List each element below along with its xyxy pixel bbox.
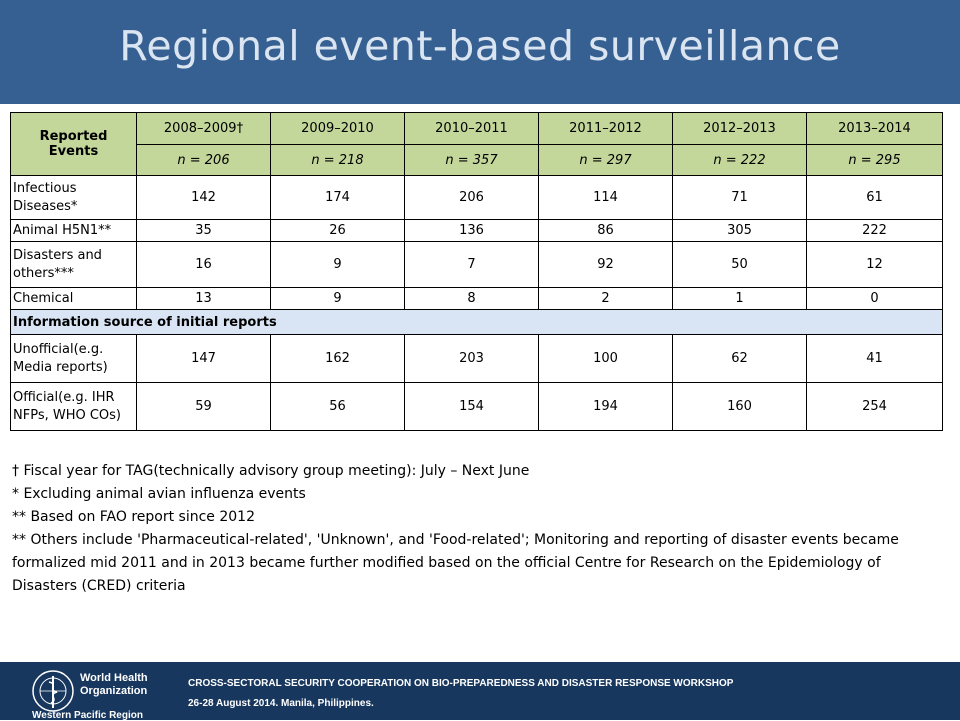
table-cell: 203 <box>405 335 539 383</box>
footnote: † Fiscal year for TAG(technically advisory group meeting): July – Next June <box>12 463 530 479</box>
table-row <box>11 335 943 383</box>
table-cell: 9 <box>271 288 405 310</box>
events-table <box>10 112 943 431</box>
table-cell: 92 <box>539 242 673 288</box>
year-header: 2013–2014 <box>807 113 943 145</box>
table-cell: 62 <box>673 335 807 383</box>
corner-header: Reported Events <box>11 113 137 176</box>
table-cell: 35 <box>137 220 271 242</box>
table-cell: 100 <box>539 335 673 383</box>
table-cell: 254 <box>807 383 943 431</box>
footnotes <box>12 460 942 598</box>
table-cell: 9 <box>271 242 405 288</box>
row-label: Official(e.g. IHR NFPs, WHO COs) <box>11 383 137 431</box>
total-header: n = 357 <box>405 145 539 176</box>
table-row <box>11 176 943 220</box>
total-header: n = 295 <box>807 145 943 176</box>
table-cell: 41 <box>807 335 943 383</box>
total-header: n = 222 <box>673 145 807 176</box>
table-cell: 305 <box>673 220 807 242</box>
footer-bar <box>0 662 960 720</box>
footnote: * Excluding animal avian influenza events <box>12 486 306 502</box>
table-cell: 154 <box>405 383 539 431</box>
workshop-info <box>188 674 733 714</box>
table-cell: 12 <box>807 242 943 288</box>
year-header: 2008–2009† <box>137 113 271 145</box>
table-cell: 13 <box>137 288 271 310</box>
year-header: 2012–2013 <box>673 113 807 145</box>
table-cell: 162 <box>271 335 405 383</box>
table-header-row <box>11 113 943 145</box>
total-header: n = 206 <box>137 145 271 176</box>
table-total-row <box>11 145 943 176</box>
table-cell: 0 <box>807 288 943 310</box>
table-cell: 136 <box>405 220 539 242</box>
footnote: ** Others include 'Pharmaceutical-related', 'Unknown', and 'Food-related'; Monitoring and reporting of disaster events became formalized mid 2011 and in 2013 became further modified based on the official Centre for Research on the Epidemiology of Disasters (CRED) criteria <box>12 532 899 594</box>
page-title: Regional event-based surveillance <box>119 22 841 70</box>
year-header: 2011–2012 <box>539 113 673 145</box>
table-cell: 142 <box>137 176 271 220</box>
table-cell: 7 <box>405 242 539 288</box>
workshop-title: CROSS-SECTORAL SECURITY COOPERATION ON BIO-PREPAREDNESS AND DISASTER RESPONSE WORKSHOP <box>188 678 734 689</box>
table-cell: 206 <box>405 176 539 220</box>
org-line: Organization <box>80 685 148 697</box>
who-emblem-icon <box>30 668 76 714</box>
row-label: Chemical <box>11 288 137 310</box>
org-line: World Health <box>80 672 148 684</box>
total-header: n = 297 <box>539 145 673 176</box>
table-cell: 26 <box>271 220 405 242</box>
year-header: 2010–2011 <box>405 113 539 145</box>
who-name <box>80 672 148 698</box>
row-label: Infectious Diseases* <box>11 176 137 220</box>
table-cell: 16 <box>137 242 271 288</box>
row-label: Unofficial(e.g. Media reports) <box>11 335 137 383</box>
table-row <box>11 383 943 431</box>
table-cell: 2 <box>539 288 673 310</box>
footnote: ** Based on FAO report since 2012 <box>12 509 255 525</box>
table-cell: 71 <box>673 176 807 220</box>
table-row <box>11 242 943 288</box>
table-row <box>11 288 943 310</box>
row-label: Disasters and others*** <box>11 242 137 288</box>
total-header: n = 218 <box>271 145 405 176</box>
table-cell: 56 <box>271 383 405 431</box>
table-cell: 147 <box>137 335 271 383</box>
title-bar <box>0 0 960 104</box>
table-row <box>11 220 943 242</box>
table-cell: 194 <box>539 383 673 431</box>
section-row <box>11 310 943 335</box>
table-cell: 114 <box>539 176 673 220</box>
table-cell: 59 <box>137 383 271 431</box>
table-cell: 1 <box>673 288 807 310</box>
table-cell: 222 <box>807 220 943 242</box>
region-label: Western Pacific Region <box>32 710 143 721</box>
table-cell: 8 <box>405 288 539 310</box>
section-heading: Information source of initial reports <box>11 310 943 335</box>
table-cell: 86 <box>539 220 673 242</box>
table-cell: 50 <box>673 242 807 288</box>
year-header: 2009–2010 <box>271 113 405 145</box>
workshop-date: 26-28 August 2014. Manila, Philippines. <box>188 698 374 709</box>
row-label: Animal H5N1** <box>11 220 137 242</box>
table-cell: 174 <box>271 176 405 220</box>
table-cell: 160 <box>673 383 807 431</box>
who-logo <box>30 668 150 716</box>
table-cell: 61 <box>807 176 943 220</box>
